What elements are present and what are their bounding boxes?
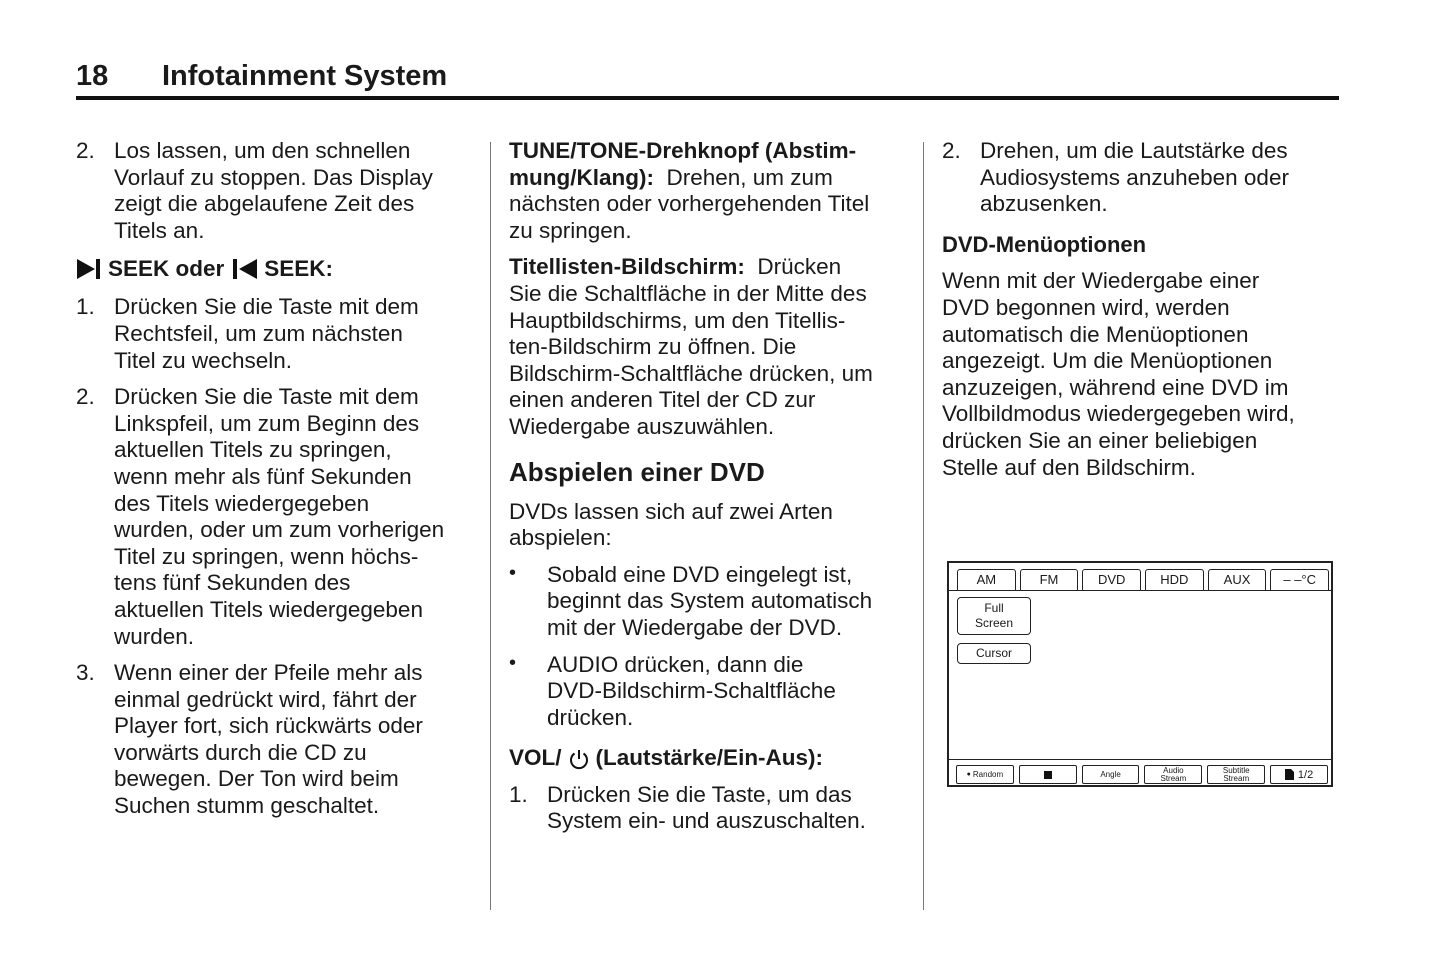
bullet-item: • AUDIO drücken, dann die DVD-Bildschirm-Schaltfläche drücken. [509,651,836,730]
angle-button[interactable]: Angle [1082,765,1140,784]
vol-heading: VOL/ (Lautstärke/Ein-Aus): [509,745,824,771]
page-button[interactable]: 1/2 [1270,765,1328,784]
seek-heading: SEEK oder SEEK: [76,254,476,284]
list-item: 2. Los lassen, um den schnellen Vorlauf zu stoppen. Das Display zeigt die abgelaufene Zeit des Titels an. [76,138,433,243]
seek-forward-icon [76,256,102,282]
page-number: 18 [76,60,109,92]
stop-button[interactable] [1019,765,1077,784]
column-left [76,138,476,830]
full-screen-button[interactable]: Full Screen [957,597,1031,635]
dvd-intro: DVDs lassen sich auf zwei Arten abspielen: [509,498,833,551]
tab-temperature[interactable]: – –°C [1270,569,1329,591]
tab-fm[interactable]: FM [1020,569,1079,591]
dvd-screen-illustration [947,561,1333,787]
source-tabs [957,569,1329,591]
page-icon [1285,769,1294,780]
tab-am[interactable]: AM [957,569,1016,591]
column-divider [923,142,924,910]
list-item: 1. Drücken Sie die Taste, um das System ein- und auszuschalten. [509,781,866,834]
tab-aux[interactable]: AUX [1208,569,1267,591]
section-heading-dvd: Abspielen einer DVD [509,456,765,487]
seek-back-icon [232,256,258,282]
column-middle [509,138,909,845]
tab-hdd[interactable]: HDD [1145,569,1204,591]
tune-paragraph: TUNE/TONE-Drehknopf (Abstim- mung/Klang): Drehen, um zum nächsten oder vorhergehenden Titel zu springen. [509,138,870,243]
list-item: 1. Drücken Sie die Taste mit dem Rechtsfeil, um zum nächsten Titel zu wechseln. [76,294,419,373]
bottom-controls [956,765,1328,784]
titellisten-paragraph: Titellisten-Bildschirm: Drücken Sie die Schaltfläche in der Mitte des Hauptbildschirms, um den Titellis- ten-Bildschirm zu öffnen. Die Bildschirm-Schaltfläche drücken, um einen anderen Titel der CD zur Wiedergabe auszuwählen. [509,254,873,439]
menu-paragraph: Wenn mit der Wiedergabe einer DVD begonnen wird, werden automatisch die Menüoptionen angezeigt. Um die Menüoptionen anzuzeigen, während eine DVD im Vollbildmodus wiedergegeben wird, drücken Sie an einer beliebigen Stelle auf den Bildschirm. [942,268,1295,480]
list-item: 2. Drücken Sie die Taste mit dem Linkspfeil, um zum Beginn des aktuellen Titels zu springen, wenn mehr als fünf Sekunden des Titels wiedergegeben wurden, oder um zum vorherigen Titel zu springen, wenn höchs- tens fünf Sekunden des aktuellen Titels wiedergegeben wurden. [76,384,445,649]
subtitle-stream-button[interactable]: Subtitle Stream [1207,765,1265,784]
page-title: Infotainment System [162,60,448,92]
list-item: 3. Wenn einer der Pfeile mehr als einmal gedrückt wird, fährt der Player fort, sich rückwärts oder vorwärts durch die CD zu bewegen. Der Ton wird beim Suchen stumm geschaltet. [76,660,423,819]
column-right [942,138,1337,491]
bottom-bar-divider [949,759,1331,760]
page-header [76,58,1339,100]
random-button[interactable]: ● Random [956,765,1014,784]
audio-stream-button[interactable]: Audio Stream [1144,765,1202,784]
power-icon [568,748,590,770]
record-dot-icon: ● [966,770,971,778]
column-divider [490,142,491,910]
list-item: 2. Drehen, um die Lautstärke des Audiosystems anzuheben oder abzusenken. [942,138,1289,217]
stop-icon [1044,771,1052,779]
bullet-item: • Sobald eine DVD eingelegt ist, beginnt das System automatisch mit der Wiedergabe der DVD. [509,561,873,640]
tab-dvd[interactable]: DVD [1082,569,1141,591]
section-heading-menu: DVD-Menüoptionen [942,231,1147,257]
cursor-button[interactable]: Cursor [957,643,1031,664]
tab-divider [949,590,1331,591]
